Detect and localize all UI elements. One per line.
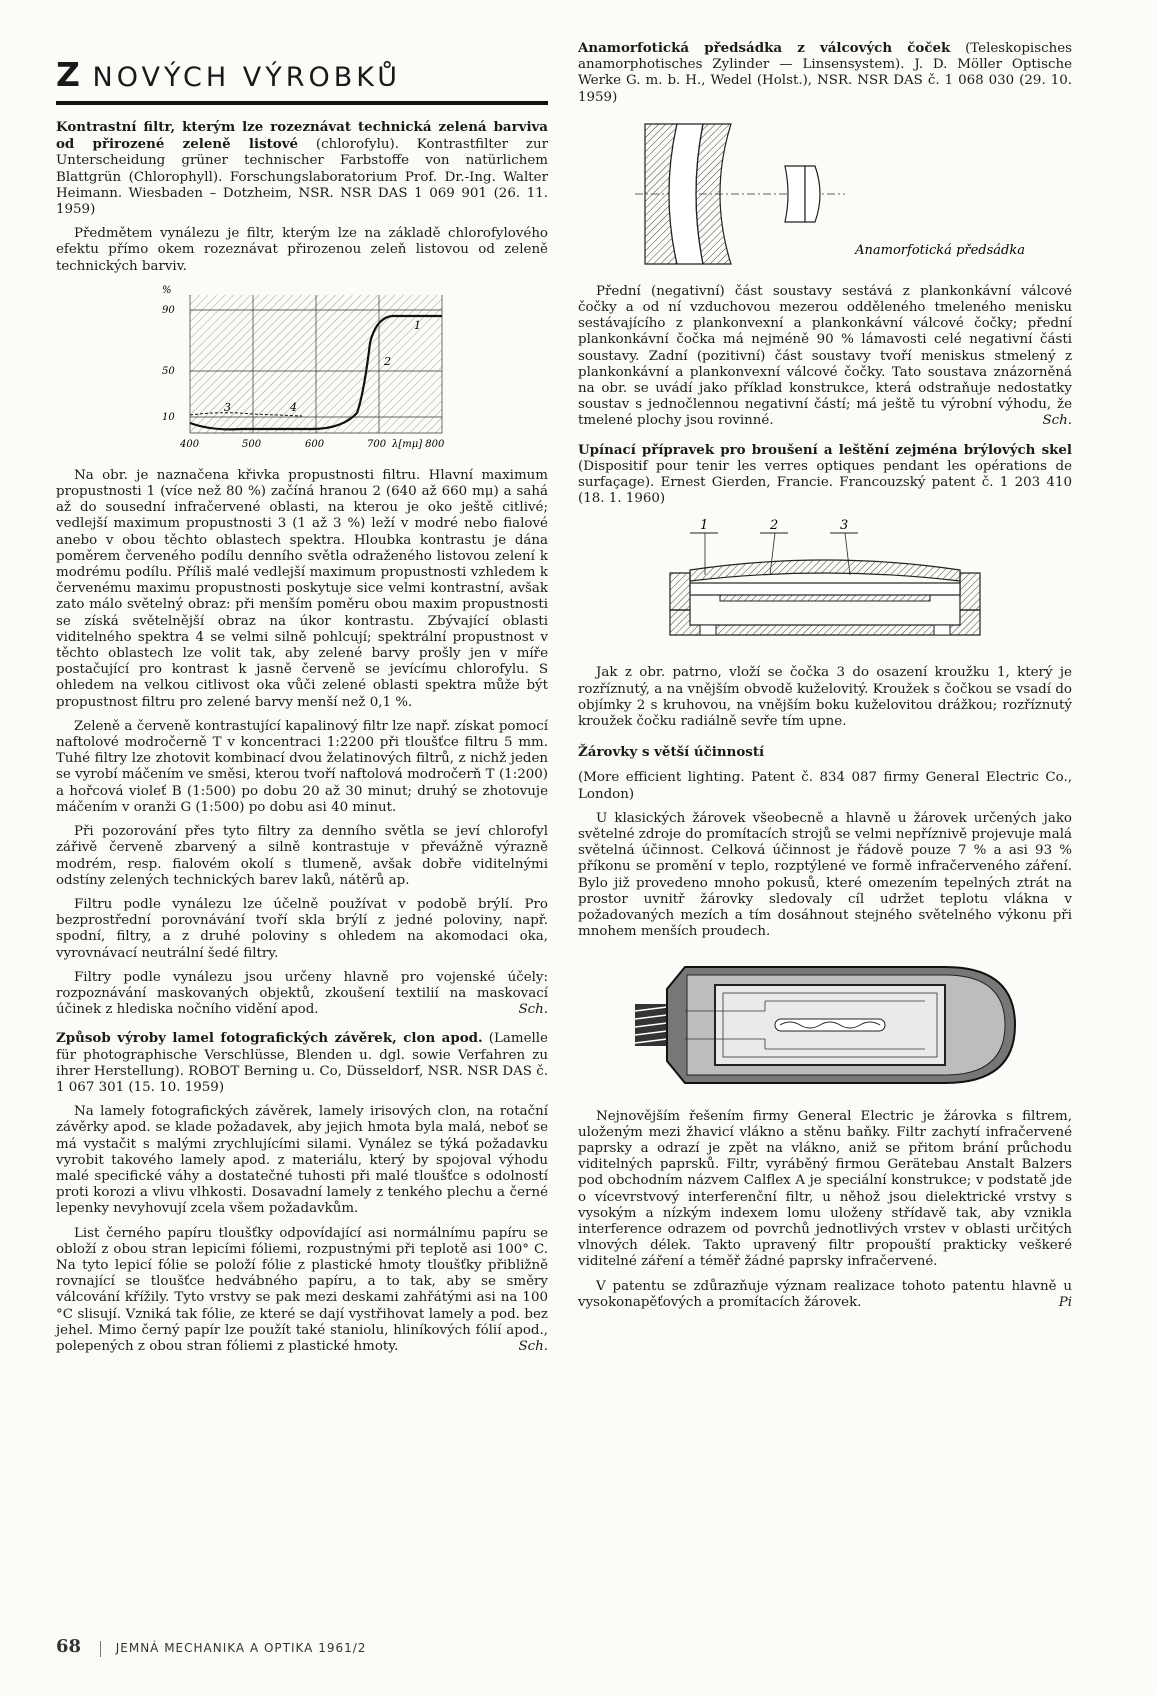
- article-3-signature: Sch.: [1042, 413, 1072, 429]
- article-3-paragraph: [578, 284, 1072, 430]
- article-2-heading: [56, 1030, 548, 1096]
- article-1-reference: (chlorofylu). Kontrastfilter zur Unterscheidung grüner technischer Farbstoffe von natürlichem Blattgrün (Chlorophyll). Forschungslaboratorium Prof. Dr.-Ing. Walter Heimann. Wiesbaden – Dotzheim, NSR. NSR DAS 1 069 901 (26. 11. 1959): [56, 137, 548, 218]
- section-title-initial: Z: [56, 55, 80, 94]
- x-tick-600: 600: [305, 438, 325, 450]
- section-title: [56, 55, 548, 95]
- article-3-title: Anamorfotická předsádka z válcových čoček: [578, 40, 951, 56]
- curve-label-1: 1: [414, 318, 421, 332]
- article-1-paragraph: Při pozorování přes tyto filtry za denního světla se jeví chlorofyl zářivě červeně zbarvený a silně kontrastuje v převážně výrazně modrém, resp. fialovém okolí s tlumeně, avšak dobře viditelnými odstíny zelených technických barev laků, nátěrů ap.: [56, 824, 548, 888]
- article-1-last-text: Filtry podle vynálezu jsou určeny hlavně pro vojenské účely: rozpoznávání maskovaných objektů, zkoušení textilií na maskovací účinek z hlediska nočního vidění apod.: [56, 969, 548, 1018]
- article-3-heading: [578, 40, 1072, 106]
- article-5-paragraph: [578, 1279, 1072, 1311]
- article-5-paragraph: Nejnovějším řešením firmy General Electric je žárovka s filtrem, uloženým mezi žhavicí vlákno a stěnu baňky. Filtr zachytí infračervené paprsky a odrazí je zpět na vlákno, aniž se přitom brání průchodu viditelných paprsků. Filtr, vyráběný firmou Gerätebau Anstalt Balzers pod obchodním názvem Calflex A je speciální konstrukce; v podstatě jde o vícevrstvový interferenční filtr, u něhož jsou dielektrické vrstvy s vysokým a nízkým indexem lomu uloženy střídavě tak, aby vznikla interference odrazem od povrchů jednotlivých vrstev v oblasti určitých vlnových délek. Takto upravený filtr propouští prakticky veškeré viditelné záření a téměř žádné paprsky infračervené.: [578, 1108, 1072, 1270]
- page-number: 68: [56, 1636, 82, 1657]
- article-3-last-text: Přední (negativní) část soustavy sestává z plankonkávní válcové čočky a od ní vzduchovou mezerou odděleného tmeleného menisku sestávajícího z plankonvexní a plankonkávní válcové čočky; přední plankonkávní čočka má nejméně 90 % lámavosti celé negativní části soustavy. Zadní (pozitivní) část soustavy tvoří meniskus stmelený z plankonkávní a plankonvexní válcové čočky. Tato soustava znázorněná na obr. se uvádí jako příklad konstrukce, která odstraňuje nedostatky soustav s jednočlennou negativní částí; má ještě tu výrobní výhodu, že tmelené plochy jsou rovinné.: [578, 283, 1072, 429]
- article-4-paragraph: Jak z obr. patrno, vloží se čočka 3 do osazení kroužku 1, který je rozříznutý, a na vnějším obvodě kuželovitý. Kroužek s čočkou se vsadí do objímky 2 s kruhovou, na vnějším boku kuželovitou drážkou; rozříznutý kroužek čočku radiálně sevře tím upne.: [578, 665, 1072, 730]
- transmission-curve-figure: [152, 283, 452, 458]
- journal-name: JEMNÁ MECHANIKA A OPTIKA 1961/2: [115, 1641, 367, 1655]
- lens-figure-caption: Anamorfotická předsádka: [855, 242, 1025, 258]
- article-4-title: Upínací přípravek pro broušení a leštění zejména brýlových skel: [578, 441, 1072, 458]
- x-tick-800: λ[mμ] 800: [392, 438, 445, 450]
- left-column: [56, 40, 548, 1363]
- article-2-paragraph: [56, 1226, 548, 1356]
- lamp-figure: [625, 949, 1025, 1099]
- article-2-signature: Sch.: [518, 1338, 548, 1354]
- article-5-reference: (More efficient lighting. Patent č. 834 087 firmy General Electric Co., London): [578, 770, 1072, 802]
- article-1-paragraph: Zeleně a červeně kontrastující kapalinový filtr lze např. získat pomocí naftolové modročerně T v koncentraci 1:2200 při tloušťce filtru 5 mm. Tuhé filtry lze zhotovit kombinací dvou želatinových filtrů, z nichž jeden se vyrobí máčením ve směsi, kterou tvoří naftolová modročerň T (1:200) a hořcová violeť B (1:500) po dobu 20 až 30 minut; druhý se zhotovuje máčením v oranži G (1:500) po dobu asi 40 minut.: [56, 718, 548, 815]
- x-tick-500: 500: [242, 438, 262, 450]
- article-4-reference: (Dispositif pour tenir les verres optiques pendant les opérations de surfaçage). Ernest Gierden, Francie. Francouzský patent č. 1 203 410 (18. 1. 1960): [578, 458, 1072, 507]
- footer-divider: [100, 1641, 101, 1657]
- article-1-paragraph: [56, 970, 548, 1019]
- section-title-text: NOVÝCH VÝROBKŮ: [92, 62, 401, 93]
- article-1-paragraph: Předmětem vynálezu je filtr, kterým lze na základě chlorofylového efektu přímo okem rozeznávat přirozenou zeleň listovou od zeleně technických barviv.: [56, 226, 548, 274]
- curve-label-2: 2: [384, 354, 391, 368]
- article-2-title: Způsob výroby lamel fotografických závěrek, clon apod.: [56, 1030, 483, 1047]
- holder-label-2: 2: [770, 518, 779, 534]
- x-tick-400: 400: [180, 438, 200, 450]
- article-1-title: Kontrastní filtr, kterým lze rozeznávat technická zelená barviva od přirozené zeleně listové: [56, 119, 548, 153]
- article-1-heading: [56, 119, 548, 218]
- x-tick-700: 700: [367, 438, 387, 450]
- lens-holder-figure: [660, 515, 990, 655]
- holder-label-3: 3: [840, 518, 849, 534]
- article-2-reference: (Lamelle für photographische Verschlüsse, Blenden u. dgl. sowie Verfahren zu ihrer Herstellung). ROBOT Berning u. Co, Düsseldorf, NSR. NSR DAS č. 1 067 301 (15. 10. 1959): [56, 1031, 548, 1095]
- curve-label-3: 3: [224, 400, 231, 414]
- article-4-heading: [578, 442, 1072, 508]
- article-5-signature: Pi: [1058, 1294, 1072, 1310]
- article-2-last-text: List černého papíru tloušťky odpovídající asi normálnímu papíru se obloží z obou stran lepicími fóliemi, rozpustnými při teplotě asi 100° C. Na tyto lepicí fólie se položí fólie z plastické hmoty tloušťky přibližně rovnající se tloušťce hedvábného papíru, a to tak, aby se směry válcování křížily. Tyto vrstvy se pak mezi deskami zahřátými asi na 100 °C slisují. Vzniká tak fólie, ze které se dají vystřihovat lamely a pod. bez jehel. Mimo černý papír lze použít také staniolu, hliníkových fólií apod., polepených z obou stran fóliemi z plastické hmoty.: [56, 1225, 548, 1354]
- right-column: [578, 40, 1072, 1319]
- article-1-paragraph: Na obr. je naznačena křivka propustnosti filtru. Hlavní maximum propustnosti 1 (více než 80 %) začíná hranou 2 (640 až 660 mμ) a sahá až do sousední infračervené oblasti, na kterou je oko ještě citlivé; vedlejší maximum propustnosti 3 (1 až 3 %) leží v modré nebo fialové anebo v obou těchto oblastech spektra. Hloubka kontrastu je dána poměrem červeného podílu denního světla odraženého listovou zelení k modrému podílu. Příliš malé vedlejší maximum propustnosti vzhledem k červenému maximu propustnosti poskytuje sice velmi kontrastní, avšak zato málo světelný obraz: při menším poměru obou maxim propustnosti se získá světelnější obraz na úkor kontrastu. Zbývající oblasti viditelného spektra 4 se velmi silně pohlcují; spektrální propustnost v těchto oblastech lze volit tak, aby zelené barvy prošly jen v míře postačující pro kontrast k jasně červeně se jevícímu chlorofylu. S ohledem na velkou citlivost oka vůči zelené oblasti spektra může být propustnost filtru pro zelené barvy menší než 0,1 %.: [56, 467, 548, 710]
- title-rule: [56, 101, 548, 105]
- curve-label-4: 4: [290, 400, 297, 414]
- y-tick-90: 90: [162, 304, 175, 316]
- y-unit-label: %: [162, 284, 172, 296]
- anamorphic-lens-figure: [605, 114, 1045, 274]
- article-5-paragraph: U klasických žárovek všeobecně a hlavně u žárovek určených jako světelné zdroje do promítacích strojů se velmi nepříznivě projevuje malá světelná účinnost. Celková účinnost je řádově pouze 7 % a asi 93 % příkonu se promění v teplo, rozptýlené ve formě infračerveného záření. Bylo již provedeno mnoho pokusů, které omezením tepelných ztrát na prostor uvnitř žárovky sledovaly cíl udržet teplotu vlákna v požadovaných mezích a tím dosáhnout stejného světelného výkonu při mnohem menších proudech.: [578, 810, 1072, 940]
- article-1-paragraph: Filtru podle vynálezu lze účelně používat v podobě brýlí. Pro bezprostřední porovnávání tvoří skla brýlí z jedné poloviny, např. spodní, filtry, a z druhé poloviny s ohledem na akomodaci oka, vyrovnávací neutrální šedé filtry.: [56, 896, 548, 961]
- y-tick-10: 10: [162, 411, 175, 423]
- page-footer: [56, 1636, 366, 1657]
- holder-label-1: 1: [700, 518, 709, 534]
- article-3-reference: (Teleskopisches anamorphotisches Zylinder — Linsensystem). J. D. Möller Optische Werke G. m. b. H., Wedel (Holst.), NSR. NSR DAS č. 1 068 030 (29. 10. 1959): [578, 41, 1073, 105]
- article-2-paragraph: Na lamely fotografických závěrek, lamely irisových clon, na rotační závěrky apod. se klade požadavek, aby jejich hmota byla malá, neboť se má vystačit s malými zrychlujícími silami. Vynález se týká požadavku vyrobit takového lamely apod. z materiálu, který by spojoval výhodu malé specifické váhy a dostatečné tuhosti při malé tloušťce s odolností proti korozi a vlivu vlhkosti. Dosavadní lamely z tenkého plechu a černé lepenky nevyhovují zcela všem požadavkům.: [56, 1104, 548, 1217]
- article-1-signature: Sch.: [518, 1002, 548, 1018]
- y-tick-50: 50: [162, 365, 175, 377]
- article-5-title: Žárovky s větší účinností: [578, 744, 765, 761]
- article-5-last-text: V patentu se zdůrazňuje význam realizace tohoto patentu hlavně u vysokonapěťových a promítacích žárovek.: [578, 1278, 1072, 1310]
